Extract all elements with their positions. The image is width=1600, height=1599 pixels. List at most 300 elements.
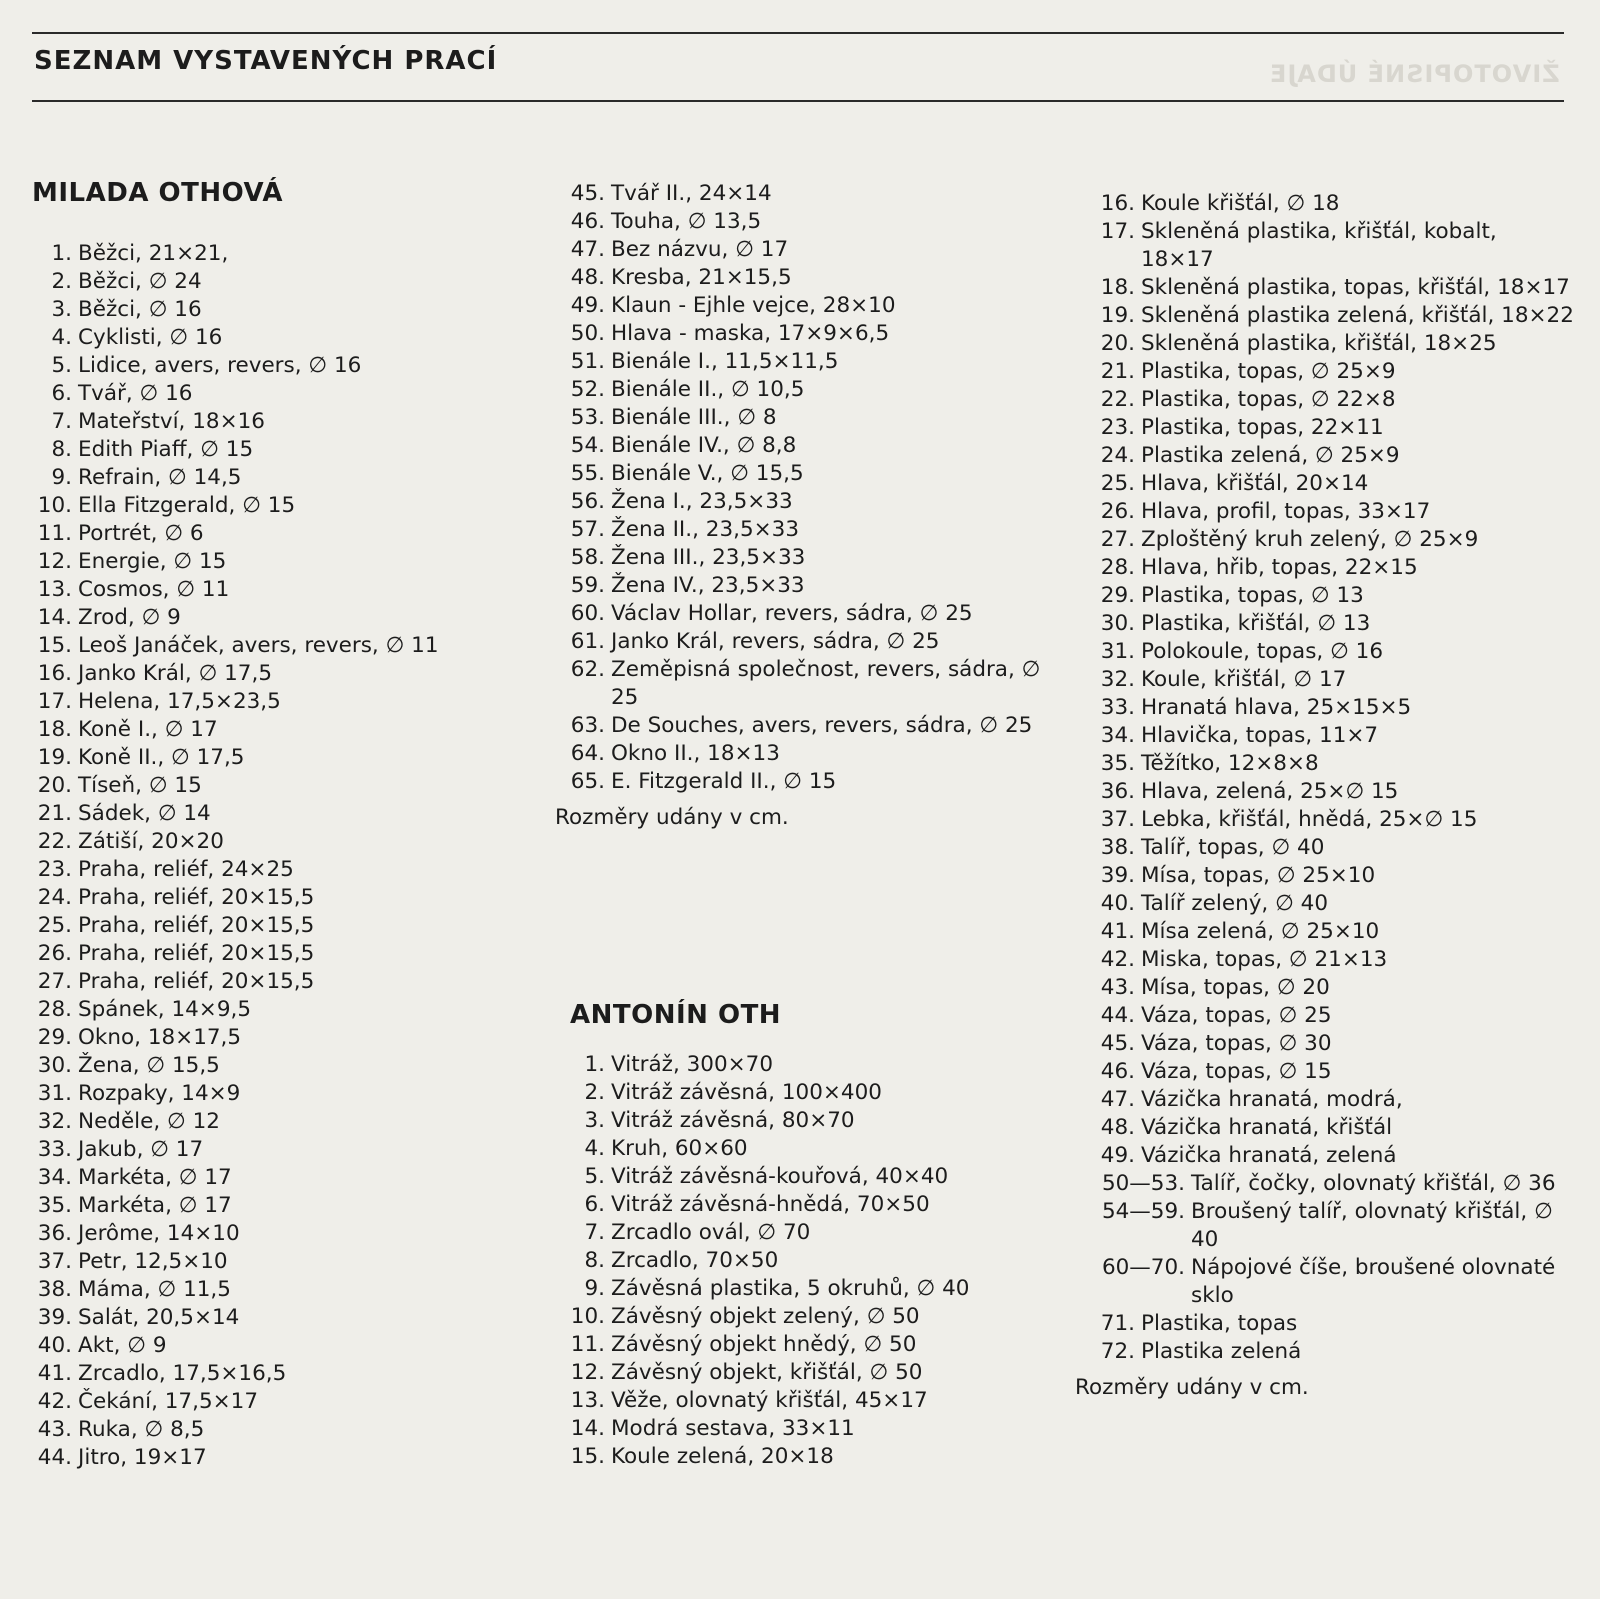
item-number: 26.: [37, 941, 72, 966]
milada-list-col1: [22, 240, 542, 1472]
item-number: 7.: [51, 409, 72, 434]
item-title: Markéta, ∅ 17: [78, 1165, 232, 1190]
list-item: [555, 516, 1055, 544]
item-number: 5.: [51, 353, 72, 378]
item-number: 55.: [570, 461, 605, 486]
item-number: 31.: [37, 1081, 72, 1106]
list-item: [1075, 806, 1575, 834]
item-title: Talíř, čočky, olovnatý křišťál, ∅ 36: [1191, 1171, 1556, 1196]
item-number: 27.: [37, 969, 72, 994]
list-item: [22, 828, 542, 856]
list-item: [22, 912, 542, 940]
list-item: [1075, 638, 1575, 666]
item-title: Těžítko, 12×8×8: [1141, 751, 1319, 776]
item-number: 14.: [37, 605, 72, 630]
list-item: [555, 1219, 1055, 1247]
list-item: [22, 1332, 542, 1360]
item-number: 32.: [1100, 667, 1135, 692]
item-number: 60—70.: [1101, 1255, 1185, 1280]
list-item: [22, 772, 542, 800]
item-number: 30.: [1100, 611, 1135, 636]
item-number: 44.: [1100, 1003, 1135, 1028]
item-number: 30.: [37, 1053, 72, 1078]
item-title: Mísa zelená, ∅ 25×10: [1141, 919, 1380, 944]
list-item: [22, 1080, 542, 1108]
item-number: 17.: [1100, 219, 1135, 244]
list-item: [22, 1136, 542, 1164]
item-number: 44.: [37, 1445, 72, 1470]
item-number: 24.: [37, 885, 72, 910]
item-title: Vitráž závěsná, 100×400: [611, 1080, 882, 1105]
item-title: Váza, topas, ∅ 30: [1141, 1031, 1332, 1056]
item-number: 5.: [584, 1164, 605, 1189]
list-item: [22, 464, 542, 492]
item-number: 35.: [1100, 751, 1135, 776]
author-antonin: ANTONÍN OTH: [570, 1000, 782, 1030]
item-number: 50—53.: [1101, 1171, 1185, 1196]
item-number: 42.: [37, 1389, 72, 1414]
item-title: Koně II., ∅ 17,5: [78, 745, 245, 770]
list-item: [555, 1163, 1055, 1191]
item-number: 41.: [1100, 919, 1135, 944]
item-number: 40.: [1100, 891, 1135, 916]
list-item: [22, 968, 542, 996]
item-title: Zrcadlo, 17,5×16,5: [78, 1361, 287, 1386]
item-number: 42.: [1100, 947, 1135, 972]
item-number: 19.: [1100, 303, 1135, 328]
item-title: Rozpaky, 14×9: [78, 1081, 241, 1106]
list-item: [22, 1360, 542, 1388]
item-number: 26.: [1100, 499, 1135, 524]
item-number: 11.: [570, 1332, 605, 1357]
item-title: Skleněná plastika, křišťál, kobalt, 18×17: [1141, 219, 1497, 272]
item-number: 8.: [584, 1248, 605, 1273]
item-title: Polokoule, topas, ∅ 16: [1141, 639, 1384, 664]
item-number: 46.: [570, 209, 605, 234]
list-item: [555, 1107, 1055, 1135]
list-item: [555, 1247, 1055, 1275]
item-title: Modrá sestava, 33×11: [611, 1416, 855, 1441]
list-item: [555, 1079, 1055, 1107]
item-number: 61.: [570, 629, 605, 654]
list-item: [22, 268, 542, 296]
item-number: 56.: [570, 489, 605, 514]
list-item: [22, 1052, 542, 1080]
item-title: Věže, olovnatý křišťál, 45×17: [611, 1388, 928, 1413]
antonin-list-col3: [1075, 190, 1575, 1402]
list-item: [1075, 1254, 1575, 1310]
item-title: Mísa, topas, ∅ 25×10: [1141, 863, 1376, 888]
list-item: [555, 572, 1055, 600]
list-item: [22, 240, 542, 268]
list-item: [555, 544, 1055, 572]
item-title: Plastika, topas: [1141, 1311, 1298, 1336]
item-title: Žena IV., 23,5×33: [611, 573, 805, 598]
item-title: Plastika zelená, ∅ 25×9: [1141, 443, 1400, 468]
item-number: 15.: [37, 633, 72, 658]
list-item: [1075, 834, 1575, 862]
list-item: [1075, 190, 1575, 218]
item-number: 33.: [1100, 695, 1135, 720]
item-title: Sádek, ∅ 14: [78, 801, 211, 826]
list-item: [1075, 554, 1575, 582]
item-number: 46.: [1100, 1059, 1135, 1084]
item-title: Lebka, křišťál, hnědá, 25×∅ 15: [1141, 807, 1478, 832]
list-item: [22, 352, 542, 380]
item-title: Mateřství, 18×16: [78, 409, 265, 434]
list-item: [555, 1359, 1055, 1387]
item-title: Hlava, zelená, 25×∅ 15: [1141, 779, 1399, 804]
item-number: 50.: [570, 321, 605, 346]
item-title: Okno II., 18×13: [611, 741, 780, 766]
item-number: 12.: [570, 1360, 605, 1385]
item-number: 49.: [570, 293, 605, 318]
item-number: 23.: [37, 857, 72, 882]
item-title: Ella Fitzgerald, ∅ 15: [78, 493, 296, 518]
item-title: Koule zelená, 20×18: [611, 1444, 834, 1469]
antonin-list-col2: [555, 1051, 1055, 1471]
list-item: [22, 408, 542, 436]
item-number: 71.: [1100, 1311, 1135, 1336]
item-title: Václav Hollar, revers, sádra, ∅ 25: [611, 601, 973, 626]
list-item: [555, 712, 1055, 740]
item-title: Ruka, ∅ 8,5: [78, 1417, 205, 1442]
list-item: [22, 604, 542, 632]
list-item: [555, 320, 1055, 348]
heading-rule: [32, 100, 1564, 102]
list-item: [1075, 1198, 1575, 1254]
item-number: 51.: [570, 349, 605, 374]
list-item: [22, 380, 542, 408]
item-title: Lidice, avers, revers, ∅ 16: [78, 353, 362, 378]
item-title: Žena I., 23,5×33: [611, 489, 793, 514]
list-item: [1075, 946, 1575, 974]
list-item: [22, 1164, 542, 1192]
list-item: [22, 716, 542, 744]
item-number: 35.: [37, 1193, 72, 1218]
item-title: Jakub, ∅ 17: [78, 1137, 204, 1162]
list-item: [555, 292, 1055, 320]
item-number: 47.: [1100, 1087, 1135, 1112]
item-title: Vitráž, 300×70: [611, 1052, 774, 1077]
list-item: [22, 492, 542, 520]
list-item: [1075, 386, 1575, 414]
list-item: [555, 600, 1055, 628]
item-number: 3.: [51, 297, 72, 322]
item-title: Závěsný objekt zelený, ∅ 50: [611, 1304, 920, 1329]
item-title: Skleněná plastika, topas, křišťál, 18×17: [1141, 275, 1570, 300]
item-title: Závěsný objekt, křišťál, ∅ 50: [611, 1360, 923, 1385]
item-number: 4.: [584, 1136, 605, 1161]
list-item: [555, 488, 1055, 516]
item-title: Spánek, 14×9,5: [78, 997, 252, 1022]
page-heading: SEZNAM VYSTAVENÝCH PRACÍ: [34, 46, 498, 76]
item-number: 60.: [570, 601, 605, 626]
list-item: [1075, 1030, 1575, 1058]
list-item: [1075, 694, 1575, 722]
list-item: [22, 296, 542, 324]
item-title: Skleněná plastika, křišťál, 18×25: [1141, 331, 1497, 356]
list-item: [22, 688, 542, 716]
item-title: Tíseň, ∅ 15: [78, 773, 202, 798]
item-number: 20.: [1100, 331, 1135, 356]
item-title: Edith Piaff, ∅ 15: [78, 437, 254, 462]
item-title: Cyklisti, ∅ 16: [78, 325, 223, 350]
list-item: [1075, 1058, 1575, 1086]
item-number: 9.: [51, 465, 72, 490]
item-title: Váza, topas, ∅ 25: [1141, 1003, 1332, 1028]
author-milada: MILADA OTHOVÁ: [32, 178, 283, 208]
item-title: Máma, ∅ 11,5: [78, 1277, 231, 1302]
item-number: 43.: [37, 1417, 72, 1442]
item-title: Plastika, topas, 22×11: [1141, 415, 1384, 440]
item-title: Talíř, topas, ∅ 40: [1141, 835, 1325, 860]
list-item: [1075, 498, 1575, 526]
item-number: 40.: [37, 1333, 72, 1358]
item-title: Žena III., 23,5×33: [611, 545, 806, 570]
item-title: Běžci, ∅ 16: [78, 297, 202, 322]
item-number: 28.: [37, 997, 72, 1022]
dimensions-note: Rozměry udány v cm.: [555, 805, 789, 830]
item-number: 8.: [51, 437, 72, 462]
item-number: 72.: [1100, 1339, 1135, 1364]
item-number: 2.: [584, 1080, 605, 1105]
dimensions-note: Rozměry udány v cm.: [1075, 1375, 1309, 1400]
item-title: Bez názvu, ∅ 17: [611, 237, 789, 262]
list-item: [555, 656, 1055, 712]
item-title: Markéta, ∅ 17: [78, 1193, 232, 1218]
item-number: 45.: [570, 181, 605, 206]
item-number: 2.: [51, 269, 72, 294]
item-title: Bienále II., ∅ 10,5: [611, 377, 805, 402]
item-title: Zrcadlo, 70×50: [611, 1248, 779, 1273]
item-number: 45.: [1100, 1031, 1135, 1056]
item-number: 36.: [37, 1221, 72, 1246]
list-item: [22, 1220, 542, 1248]
item-number: 3.: [584, 1108, 605, 1133]
list-item: [1075, 778, 1575, 806]
item-title: Praha, reliéf, 20×15,5: [78, 941, 315, 966]
item-number: 63.: [570, 713, 605, 738]
list-item: [555, 1443, 1055, 1471]
item-title: Vázička hranatá, modrá,: [1141, 1087, 1403, 1112]
list-item: [1075, 330, 1575, 358]
item-title: Bienále III., ∅ 8: [611, 405, 777, 430]
item-title: Plastika zelená: [1141, 1339, 1302, 1364]
item-number: 47.: [570, 237, 605, 262]
list-item: [555, 264, 1055, 292]
item-title: Závěsný objekt hnědý, ∅ 50: [611, 1332, 917, 1357]
list-item: [1075, 218, 1575, 274]
item-title: Leoš Janáček, avers, revers, ∅ 11: [78, 633, 439, 658]
top-rule: [32, 32, 1564, 34]
item-number: 18.: [37, 717, 72, 742]
item-title: Akt, ∅ 9: [78, 1333, 167, 1358]
item-number: 21.: [37, 801, 72, 826]
list-item: [22, 940, 542, 968]
list-item: [22, 1276, 542, 1304]
item-number: 17.: [37, 689, 72, 714]
item-title: Hlava, profil, topas, 33×17: [1141, 499, 1431, 524]
item-title: Žena II., 23,5×33: [611, 517, 800, 542]
list-item: [22, 1388, 542, 1416]
item-title: Vitráž závěsná-kouřová, 40×40: [611, 1164, 949, 1189]
item-number: 4.: [51, 325, 72, 350]
list-item: [555, 180, 1055, 208]
item-title: Váza, topas, ∅ 15: [1141, 1059, 1332, 1084]
item-title: Praha, reliéf, 20×15,5: [78, 969, 315, 994]
list-item: [555, 740, 1055, 768]
list-item: [555, 1191, 1055, 1219]
list-item: [22, 1444, 542, 1472]
item-number: 21.: [1100, 359, 1135, 384]
item-number: 29.: [37, 1025, 72, 1050]
list-item: [22, 660, 542, 688]
item-title: Koule, křišťál, ∅ 17: [1141, 667, 1347, 692]
item-number: 59.: [570, 573, 605, 598]
item-number: 32.: [37, 1109, 72, 1134]
list-item: [1075, 666, 1575, 694]
item-title: Praha, reliéf, 20×15,5: [78, 913, 315, 938]
item-number: 28.: [1100, 555, 1135, 580]
list-item: [22, 1416, 542, 1444]
item-title: Hranatá hlava, 25×15×5: [1141, 695, 1412, 720]
item-number: 10.: [570, 1304, 605, 1329]
list-item: [22, 1248, 542, 1276]
item-number: 20.: [37, 773, 72, 798]
item-title: Plastika, křišťál, ∅ 13: [1141, 611, 1371, 636]
item-title: Refrain, ∅ 14,5: [78, 465, 242, 490]
item-title: Jerôme, 14×10: [78, 1221, 240, 1246]
item-number: 14.: [570, 1416, 605, 1441]
list-item: [22, 1108, 542, 1136]
item-number: 16.: [1100, 191, 1135, 216]
item-title: Plastika, topas, ∅ 25×9: [1141, 359, 1396, 384]
item-title: Petr, 12,5×10: [78, 1249, 228, 1274]
item-title: De Souches, avers, revers, sádra, ∅ 25: [611, 713, 1033, 738]
list-item: [22, 800, 542, 828]
item-number: 38.: [1100, 835, 1135, 860]
item-title: Portrét, ∅ 6: [78, 521, 204, 546]
list-item: [555, 376, 1055, 404]
list-item: [555, 432, 1055, 460]
item-title: Bienále I., 11,5×11,5: [611, 349, 839, 374]
list-item: [555, 1275, 1055, 1303]
list-item: [555, 348, 1055, 376]
item-number: 7.: [584, 1220, 605, 1245]
item-title: Helena, 17,5×23,5: [78, 689, 281, 714]
list-item: [555, 236, 1055, 264]
item-title: Janko Král, ∅ 17,5: [78, 661, 273, 686]
list-item: [1075, 470, 1575, 498]
item-title: Vázička hranatá, zelená: [1141, 1143, 1397, 1168]
list-item: [555, 208, 1055, 236]
list-item: [22, 884, 542, 912]
item-title: Neděle, ∅ 12: [78, 1109, 220, 1134]
list-item: [22, 744, 542, 772]
item-number: 27.: [1100, 527, 1135, 552]
item-number: 65.: [570, 769, 605, 794]
item-title: Bienále V., ∅ 15,5: [611, 461, 804, 486]
item-title: Touha, ∅ 13,5: [611, 209, 762, 234]
item-number: 6.: [584, 1192, 605, 1217]
item-number: 33.: [37, 1137, 72, 1162]
item-number: 49.: [1100, 1143, 1135, 1168]
item-number: 11.: [37, 521, 72, 546]
list-item: [555, 404, 1055, 432]
item-number: 12.: [37, 549, 72, 574]
item-number: 16.: [37, 661, 72, 686]
item-number: 54—59.: [1101, 1199, 1185, 1224]
list-item: [555, 460, 1055, 488]
item-number: 1.: [51, 241, 72, 266]
item-number: 37.: [37, 1249, 72, 1274]
item-number: 36.: [1100, 779, 1135, 804]
item-title: Zátiší, 20×20: [78, 829, 224, 854]
list-item: [555, 1387, 1055, 1415]
list-item: [1075, 722, 1575, 750]
item-number: 10.: [37, 493, 72, 518]
list-item: [555, 1051, 1055, 1079]
item-title: Okno, 18×17,5: [78, 1025, 242, 1050]
item-title: Cosmos, ∅ 11: [78, 577, 230, 602]
list-item: [555, 1331, 1055, 1359]
item-title: Zrod, ∅ 9: [78, 605, 181, 630]
list-item: [22, 576, 542, 604]
list-item: [1075, 582, 1575, 610]
item-number: 29.: [1100, 583, 1135, 608]
list-item: [1075, 1310, 1575, 1338]
item-number: 58.: [570, 545, 605, 570]
list-item: [22, 1304, 542, 1332]
list-item: [1075, 302, 1575, 330]
item-number: 22.: [37, 829, 72, 854]
item-number: 38.: [37, 1277, 72, 1302]
item-number: 37.: [1100, 807, 1135, 832]
item-title: Koule křišťál, ∅ 18: [1141, 191, 1340, 216]
item-title: Energie, ∅ 15: [78, 549, 227, 574]
item-number: 25.: [1100, 471, 1135, 496]
item-title: Miska, topas, ∅ 21×13: [1141, 947, 1388, 972]
item-number: 18.: [1100, 275, 1135, 300]
list-item: [1075, 862, 1575, 890]
item-number: 25.: [37, 913, 72, 938]
list-item: [22, 996, 542, 1024]
item-title: Čekání, 17,5×17: [78, 1389, 258, 1414]
item-title: Zeměpisná společnost, revers, sádra, ∅ 25: [611, 657, 1041, 710]
item-number: 41.: [37, 1361, 72, 1386]
item-title: Mísa, topas, ∅ 20: [1141, 975, 1330, 1000]
item-number: 39.: [37, 1305, 72, 1330]
list-item: [555, 628, 1055, 656]
item-title: Broušený talíř, olovnatý křišťál, ∅ 40: [1191, 1199, 1553, 1252]
item-number: 64.: [570, 741, 605, 766]
item-title: E. Fitzgerald II., ∅ 15: [611, 769, 837, 794]
item-number: 24.: [1100, 443, 1135, 468]
item-title: Vitráž závěsná, 80×70: [611, 1108, 855, 1133]
item-title: Zrcadlo ovál, ∅ 70: [611, 1220, 811, 1245]
list-item: [1075, 1002, 1575, 1030]
item-title: Zploštěný kruh zelený, ∅ 25×9: [1141, 527, 1479, 552]
item-title: Kruh, 60×60: [611, 1136, 748, 1161]
item-title: Koně I., ∅ 17: [78, 717, 218, 742]
show-through-heading: ŽIVOTOPISNÉ ÚDAJE: [1269, 60, 1560, 88]
item-number: 31.: [1100, 639, 1135, 664]
item-title: Janko Král, revers, sádra, ∅ 25: [611, 629, 940, 654]
list-item: [1075, 526, 1575, 554]
item-number: 57.: [570, 517, 605, 542]
item-number: 54.: [570, 433, 605, 458]
